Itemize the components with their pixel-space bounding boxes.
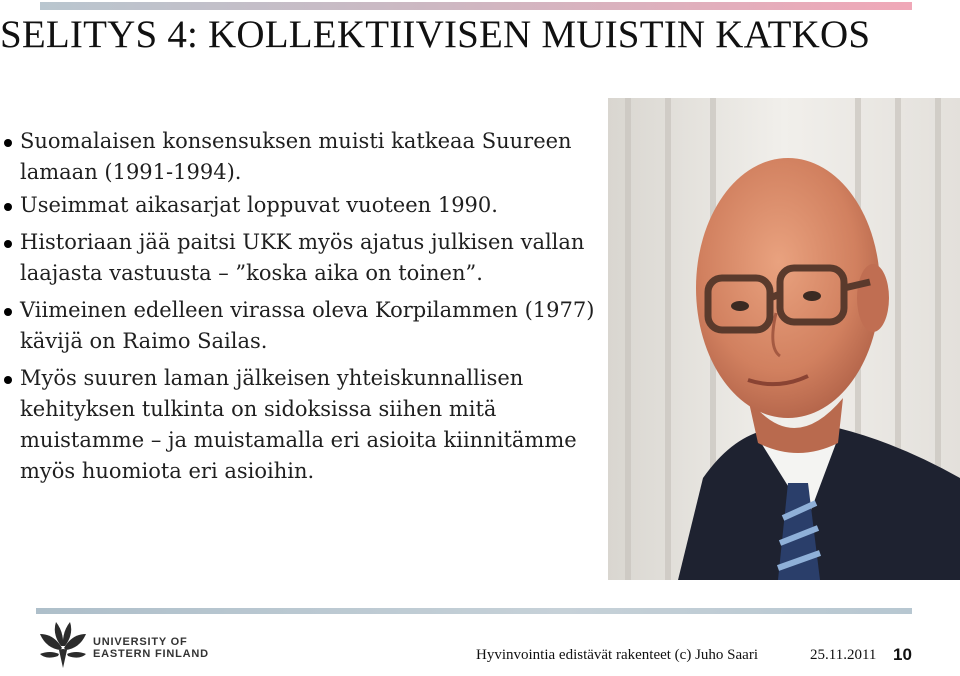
bullet-item: Suomalaisen konsensuksen muisti katkeaa Suureen lamaan (1991-1994). <box>4 126 604 188</box>
university-logo-icon <box>38 620 88 670</box>
top-accent-bar <box>40 2 912 10</box>
bullet-list <box>4 126 604 493</box>
portrait-photo <box>608 98 960 580</box>
slide-title: SELITYS 4: KOLLEKTIIVISEN MUISTIN KATKOS <box>0 13 871 56</box>
university-logo-text <box>93 636 209 660</box>
footer-title: Hyvinvointia edistävät rakenteet (c) Juho Saari <box>476 647 758 663</box>
page-number: 10 <box>893 645 912 664</box>
bullet-item: Historiaan jää paitsi UKK myös ajatus julkisen vallan laajasta vastuusta – ”koska aika on toinen”. <box>4 227 604 289</box>
bullet-item: Useimmat aikasarjat loppuvat vuoteen 1990. <box>4 190 604 221</box>
logo-line-1: UNIVERSITY OF <box>93 636 188 648</box>
bullet-item: Myös suuren laman jälkeisen yhteiskunnallisen kehityksen tulkinta on sidoksissa siihen mitä muistamme – ja muistamalla eri asioita kiinnitämme myös huomiota eri asioihin. <box>4 363 604 487</box>
logo-line-2: EASTERN FINLAND <box>93 648 209 660</box>
footer-date: 25.11.2011 <box>810 647 877 663</box>
bullet-item: Viimeinen edelleen virassa oleva Korpilammen (1977) kävijä on Raimo Sailas. <box>4 295 604 357</box>
bottom-accent-bar <box>36 608 912 614</box>
